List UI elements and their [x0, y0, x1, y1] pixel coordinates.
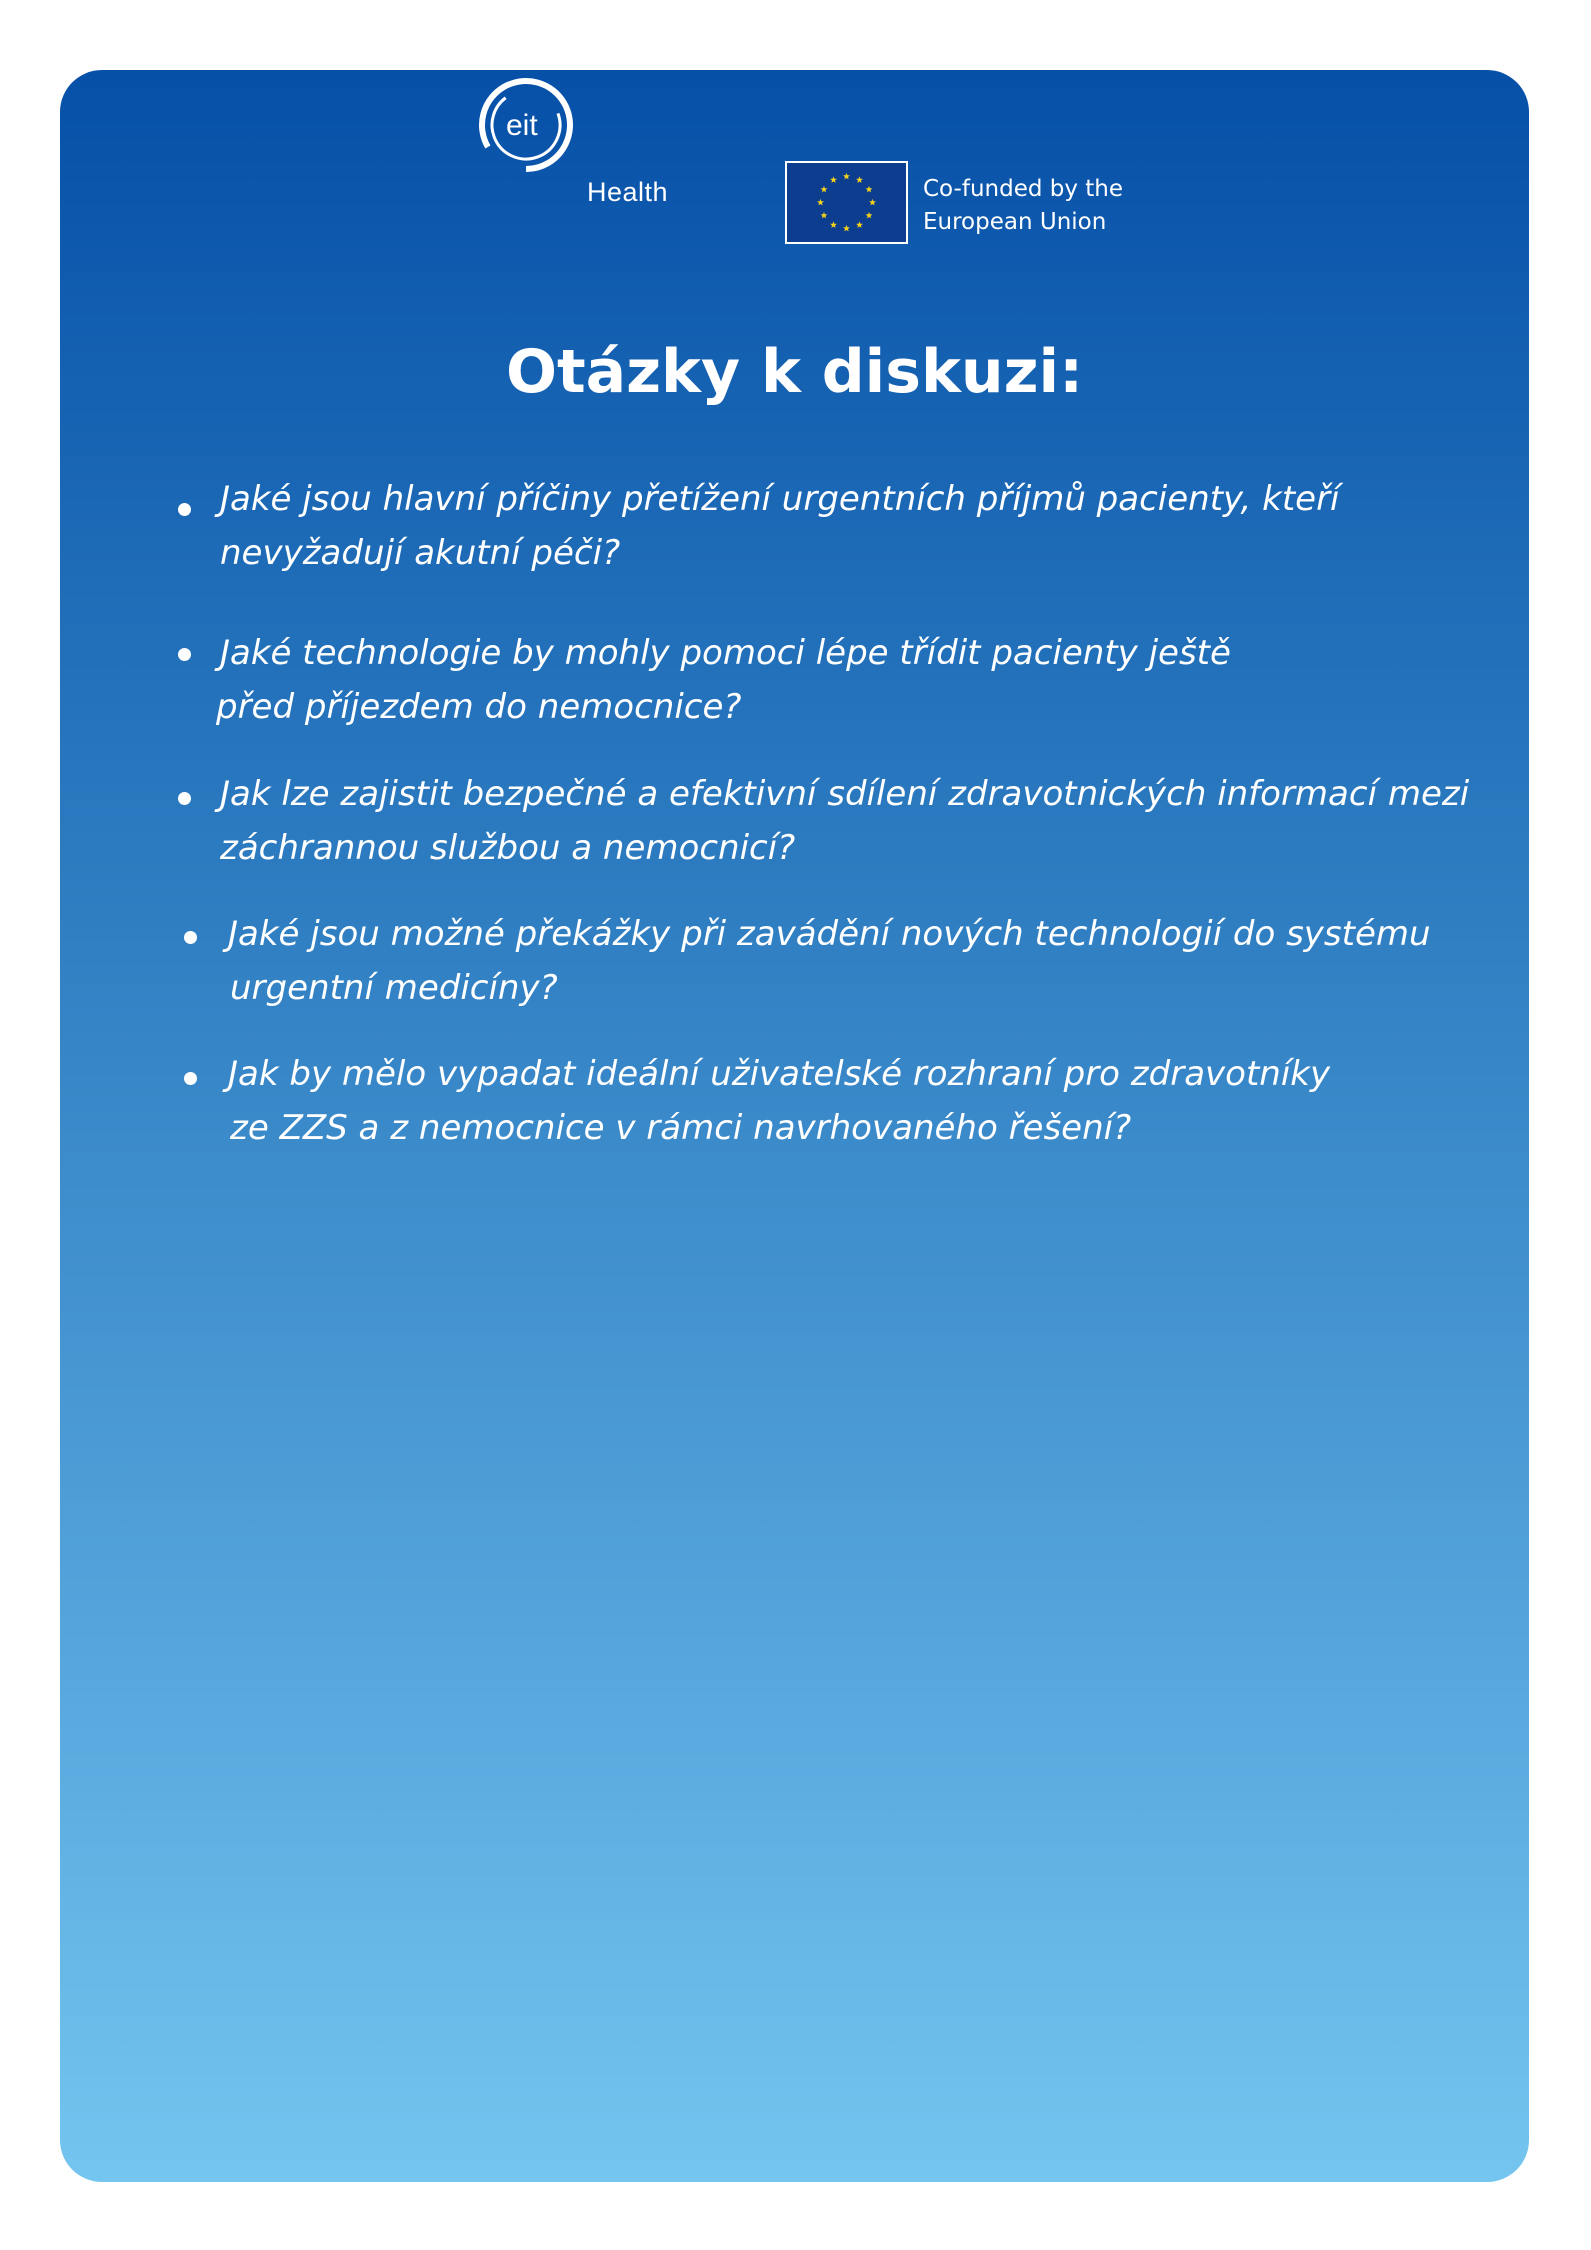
poster-card — [60, 70, 1529, 2182]
bullet-2 — [178, 648, 191, 661]
question-1-line1: Jaké jsou hlavní příčiny přetížení urgentních příjmů pacienty, kteří — [220, 479, 1340, 519]
question-1-line2: nevyžadují akutní péči? — [220, 533, 621, 573]
question-5-line2: ze ZZS a z nemocnice v rámci navrhovaného řešení? — [230, 1108, 1132, 1148]
question-5 — [228, 1047, 1330, 1155]
question-4 — [228, 907, 1431, 1015]
question-4-line2: urgentní medicíny? — [230, 968, 558, 1008]
bullet-5 — [184, 1072, 197, 1085]
question-3-line1: Jak lze zajistit bezpečné a efektivní sdílení zdravotnických informací mezi — [220, 774, 1470, 814]
eu-text-line1: Co-funded by the — [923, 176, 1124, 202]
bullet-4 — [184, 931, 197, 944]
page-title: Otázky k diskuzi: — [505, 337, 1084, 407]
question-2-line1: Jaké technologie by mohly pomoci lépe třídit pacienty ještě — [220, 633, 1231, 673]
question-5-line1: Jak by mělo vypadat ideální uživatelské rozhraní pro zdravotníky — [228, 1054, 1331, 1094]
bullet-3 — [178, 792, 191, 805]
eit-health-logo-text: Health — [587, 177, 669, 207]
question-3 — [220, 767, 1469, 875]
bullet-1 — [178, 503, 191, 516]
question-1 — [220, 472, 1340, 580]
eu-text-line2: European Union — [923, 209, 1107, 235]
question-4-line1: Jaké jsou možné překážky při zavádění nových technologií do systému — [228, 914, 1431, 954]
question-2-line2: před příjezdem do nemocnice? — [216, 687, 742, 727]
question-list — [60, 70, 1529, 2182]
question-2 — [216, 626, 1231, 734]
svg-text:eit: eit — [506, 109, 538, 142]
question-3-line2: záchrannou službou a nemocnicí? — [220, 828, 796, 868]
